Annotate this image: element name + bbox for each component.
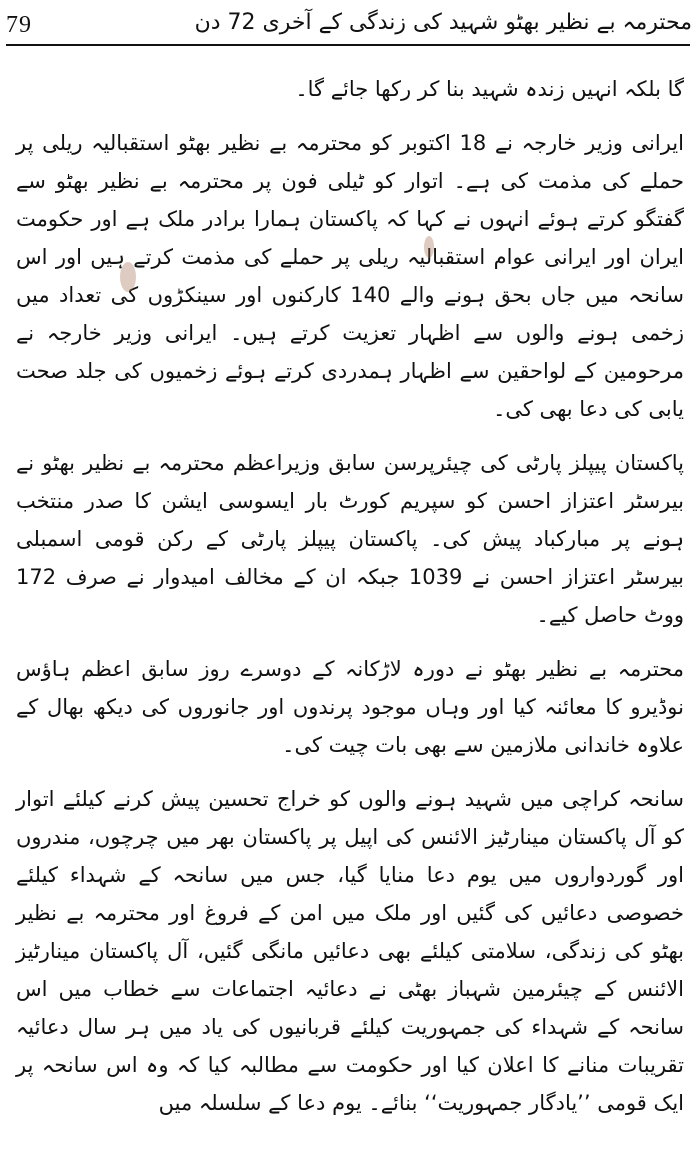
paragraph-3: پاکستان پیپلز پارٹی کی چیئرپرسن سابق وزیراعظم محترمہ بے نظیر بھٹو نے بیرسٹر اعتزاز احسن کو سپریم کورٹ بار ایسوسی ایشن کا صدر منتخب ہونے پر مبارکباد پیش کی۔ پاکستان پیپلز پارٹی کے رکن قومی اسمبلی بیرسٹر اعتزاز احسن نے 1039 جبکہ ان کے مخالف امیدوار نے صرف 172 ووٹ حاصل کیے۔ xyxy=(16,451,684,627)
paragraph-2: ایرانی وزیر خارجہ نے 18 اکتوبر کو محترمہ بے نظیر بھٹو استقبالیہ ریلی پر حملے کی مذمت کی ہے۔ اتوار کو ٹیلی فون پر محترمہ بے نظیر بھٹو سے گفتگو کرتے ہوئے انہوں نے کہا کہ پاکستان ہمارا برادر ملک ہے اور حکومت ایران اور ایرانی عوام استقبالیہ ریلی پر حملے کی مذمت کرتے ہیں اور اس سانحہ میں جاں بحق ہونے والے 140 کارکنوں اور سینکڑوں کی تعداد میں زخمی ہونے والوں سے اظہار تعزیت کرتے ہیں۔ ایرانی وزیر خارجہ نے مرحومین کے لواحقین سے اظہار ہمدردی کرتے ہوئے زخمیوں کی جلد صحت یابی کی دعا بھی کی۔ xyxy=(16,131,684,421)
paragraph-5: سانحہ کراچی میں شہید ہونے والوں کو خراج تحسین پیش کرنے کیلئے اتوار کو آل پاکستان مینارٹیز الائنس کی اپیل پر پاکستان بھر میں چرچوں، مندروں اور گوردواروں میں یوم دعا منایا گیا، جس میں سانحہ کے شہداء کیلئے خصوصی دعائیں کی گئیں اور ملک میں امن کے فروغ اور محترمہ بے نظیر بھٹو کی زندگی، سلامتی کیلئے بھی دعائیں مانگی گئیں، آل پاکستان مینارٹیز الائنس کے چیئرمین شہباز بھٹی نے دعائیہ اجتماعات سے خطاب میں اس سانحہ کے شہداء کی جمہوریت کیلئے قربانیوں کی یاد میں ہر سال دعائیہ تقریبات منانے کا اعلان کیا اور حکومت سے مطالبہ کیا کہ وہ اس سانحہ پر ایک قومی ’’یادگار جمہوریت‘‘ بنائے۔ یوم دعا کے سلسلہ میں xyxy=(16,787,684,1115)
body-text xyxy=(16,70,684,1138)
paper-stain xyxy=(120,262,136,292)
paragraph-4: محترمہ بے نظیر بھٹو نے دورہ لاڑکانہ کے دوسرے روز سابق اعظم ہاؤس نوڈیرو کا معائنہ کیا اور وہاں موجود پرندوں اور جانوروں کی دیکھ بھال کے علاوہ خاندانی ملازمین سے بھی بات چیت کی۔ xyxy=(16,657,684,757)
header-rule xyxy=(6,44,690,46)
page-header xyxy=(6,6,692,46)
paper-stain xyxy=(424,236,434,258)
running-title: محترمہ بے نظیر بھٹو شہید کی زندگی کے آخری 72 دن xyxy=(194,10,692,35)
paragraph-1: گا بلکہ انہیں زندہ شہید بنا کر رکھا جائے گا۔ xyxy=(295,77,684,101)
page-number: 79 xyxy=(6,12,32,38)
